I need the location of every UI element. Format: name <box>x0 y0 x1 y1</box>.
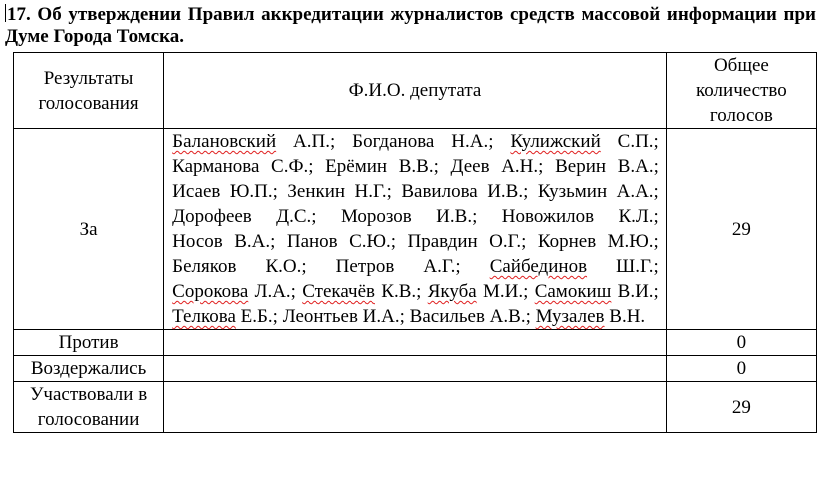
voting-results-table <box>13 52 817 433</box>
deputy-entry <box>287 231 396 252</box>
deputy-entry <box>538 181 659 202</box>
deputy-surname: Карманова <box>172 156 260 177</box>
row-count-abstained: 0 <box>666 356 816 382</box>
deputy-entry <box>172 156 313 177</box>
deputy-initials: В.И.; <box>617 281 659 302</box>
deputy-initials: А.Н.; <box>501 156 544 177</box>
deputy-surname: Самокиш <box>534 281 612 302</box>
deputy-initials: В.Н. <box>609 306 646 327</box>
table-row-participated <box>14 382 817 433</box>
row-deputies-abstained <box>164 356 667 382</box>
deputy-entry <box>283 306 405 327</box>
deputy-surname: Сорокова <box>172 281 249 302</box>
deputy-entry <box>410 306 531 327</box>
deputy-initials: Е.Б.; <box>240 306 278 327</box>
agenda-item-heading <box>5 4 816 48</box>
deputy-initials: С.П.; <box>617 131 659 152</box>
deputy-surname: Зенкин <box>287 181 346 202</box>
deputy-initials: Ш.Г.; <box>616 256 659 277</box>
deputy-entry <box>287 181 392 202</box>
deputy-entry <box>352 131 493 152</box>
deputy-entry <box>535 281 659 302</box>
deputy-entry <box>325 156 439 177</box>
deputy-surname: Панов <box>286 231 338 252</box>
deputy-surname: Кулижский <box>510 131 601 152</box>
deputy-entry <box>555 156 659 177</box>
deputy-entry <box>341 206 477 227</box>
row-count-for: 29 <box>666 129 816 330</box>
deputy-initials: А.Г.; <box>423 256 461 277</box>
deputy-entry <box>490 256 659 277</box>
deputy-entry <box>401 181 528 202</box>
row-count-participated: 29 <box>666 382 816 433</box>
row-label-participated: Участвовали в голосовании <box>14 382 164 433</box>
deputy-initials: Д.С.; <box>276 206 317 227</box>
row-label-abstained: Воздержались <box>14 356 164 382</box>
deputy-entry <box>172 306 278 327</box>
deputy-entry <box>510 131 658 152</box>
deputy-initials: И.А.; <box>362 306 405 327</box>
deputy-initials: А.А.; <box>616 181 659 202</box>
deputy-surname: Леонтьев <box>282 306 358 327</box>
deputy-initials: В.А.; <box>234 231 276 252</box>
deputy-entry <box>536 306 646 327</box>
deputy-surname: Беляков <box>172 256 237 277</box>
deputy-surname: Исаев <box>172 181 221 202</box>
deputy-initials: Н.А.; <box>451 131 494 152</box>
deputy-surname: Дорофеев <box>172 206 252 227</box>
deputy-entry <box>538 231 659 252</box>
deputy-initials: К.Л.; <box>618 206 659 227</box>
row-deputies-against <box>164 330 667 356</box>
deputy-surname: Верин <box>555 156 607 177</box>
deputy-surname: Морозов <box>340 206 412 227</box>
deputy-initials: О.Г.; <box>489 231 527 252</box>
deputy-initials: М.Ю.; <box>607 231 659 252</box>
deputy-entry <box>172 256 307 277</box>
deputy-surname: Якуба <box>427 281 477 302</box>
deputy-initials: С.Ф.; <box>271 156 314 177</box>
header-total: Общее количество голосов <box>666 53 816 129</box>
deputy-surname: Деев <box>450 156 490 177</box>
deputy-surname: Сайбединов <box>489 256 588 277</box>
table-row-for <box>14 129 817 330</box>
deputy-surname: Богданова <box>352 131 435 152</box>
deputy-initials: А.П.; <box>293 131 336 152</box>
deputy-surname: Васильев <box>409 306 485 327</box>
row-deputies-participated <box>164 382 667 433</box>
deputy-surname: Ерёмин <box>325 156 388 177</box>
deputy-entry <box>336 256 461 277</box>
deputy-initials: В.А.; <box>617 156 659 177</box>
deputy-entry <box>172 206 316 227</box>
row-label-against: Против <box>14 330 164 356</box>
deputy-initials: И.В.; <box>436 206 478 227</box>
deputy-initials: В.В.; <box>398 156 439 177</box>
deputy-entry <box>302 281 421 302</box>
agenda-item-number: 17. <box>7 4 31 25</box>
deputy-initials: Л.А.; <box>254 281 296 302</box>
deputy-surname: Стекачёв <box>302 281 375 302</box>
deputy-initials: С.Ю.; <box>349 231 397 252</box>
table-row-abstained <box>14 356 817 382</box>
text-cursor <box>5 4 6 22</box>
table-row-against <box>14 330 817 356</box>
row-label-for: За <box>14 129 164 330</box>
header-results: Результаты голосования <box>14 53 164 129</box>
agenda-item-title: Об утверждении Правил аккредитации журналистов средств массовой информации при Думе Города Томска. <box>5 4 817 47</box>
deputy-initials: К.О.; <box>265 256 307 277</box>
deputy-entry <box>172 181 278 202</box>
deputy-initials: М.И.; <box>482 281 529 302</box>
table-header-row <box>14 53 817 129</box>
deputy-surname: Музалев <box>535 306 605 327</box>
deputy-entry <box>502 206 659 227</box>
deputy-entry <box>172 231 275 252</box>
deputy-entry <box>172 281 296 302</box>
deputy-entry <box>451 156 544 177</box>
deputy-entry <box>408 231 527 252</box>
row-count-against: 0 <box>666 330 816 356</box>
deputy-initials: Ю.П.; <box>229 181 278 202</box>
deputy-surname: Новожилов <box>501 206 595 227</box>
deputy-initials: К.В.; <box>381 281 422 302</box>
deputy-surname: Правдин <box>407 231 478 252</box>
deputy-surname: Носов <box>172 231 223 252</box>
deputy-initials: А.В.; <box>489 306 531 327</box>
deputy-surname: Корнев <box>537 231 597 252</box>
deputy-entry <box>428 281 529 302</box>
deputy-entry <box>172 131 335 152</box>
deputy-surname: Телкова <box>172 306 236 327</box>
deputy-initials: Н.Г.; <box>354 181 392 202</box>
deputy-initials: И.В.; <box>487 181 529 202</box>
deputy-surname: Петров <box>335 256 395 277</box>
deputy-names-list <box>164 129 667 330</box>
deputy-surname: Кузьмин <box>537 181 608 202</box>
deputy-surname: Вавилова <box>401 181 478 202</box>
header-deputies: Ф.И.О. депутата <box>164 53 667 129</box>
deputy-surname: Балановский <box>172 131 277 152</box>
